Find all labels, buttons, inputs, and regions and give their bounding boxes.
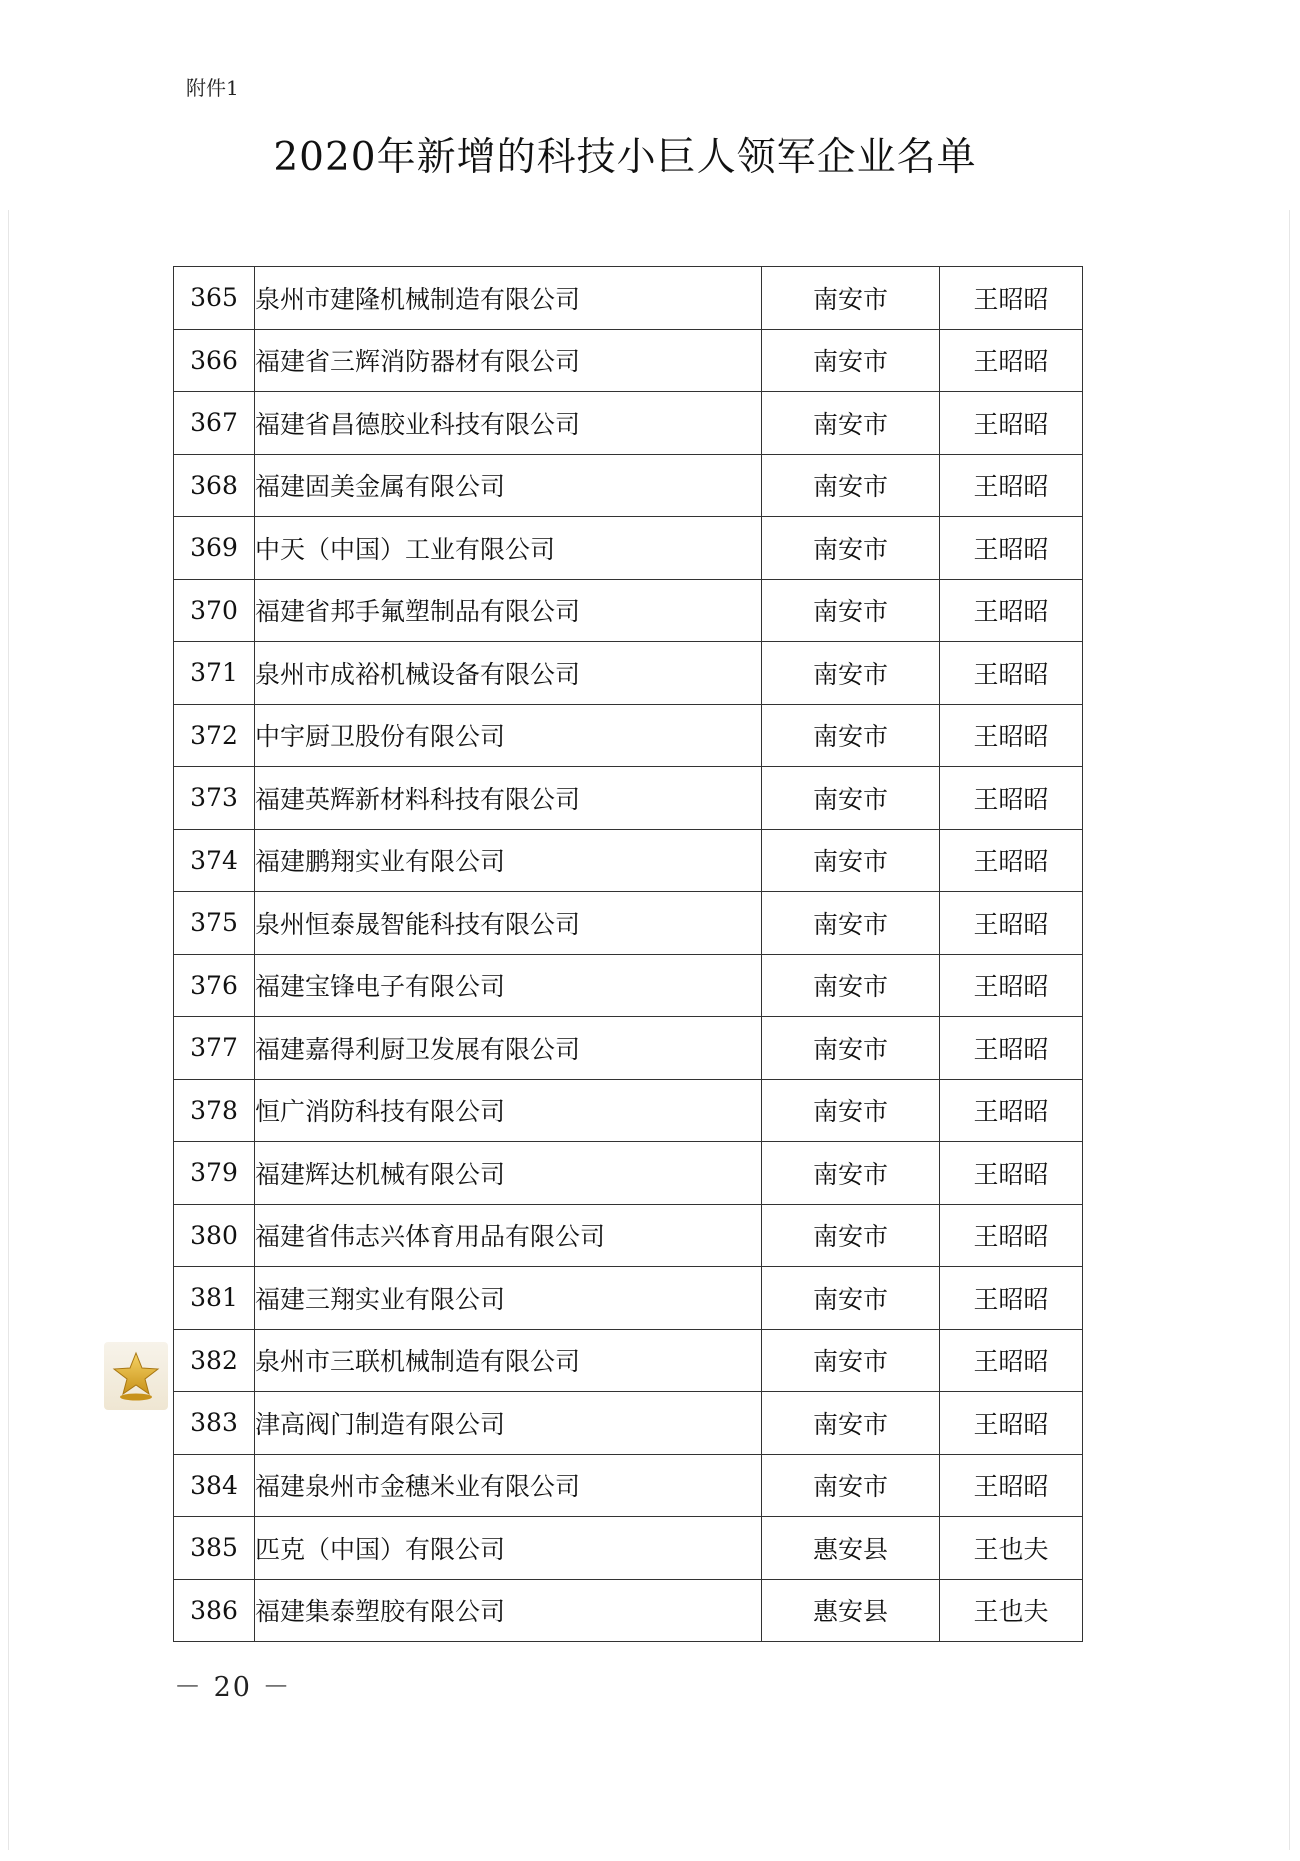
contact-person: 王昭昭: [940, 1392, 1083, 1455]
row-number: 371: [174, 642, 255, 705]
gold-star-icon: [104, 1342, 168, 1410]
row-number: 372: [174, 704, 255, 767]
table-row: [174, 892, 1083, 955]
contact-person: 王也夫: [940, 1579, 1083, 1642]
table-row: [174, 954, 1083, 1017]
region: 惠安县: [762, 1579, 940, 1642]
contact-person: 王昭昭: [940, 267, 1083, 330]
contact-person: 王昭昭: [940, 829, 1083, 892]
contact-person: 王昭昭: [940, 642, 1083, 705]
company-name: 福建英辉新材料科技有限公司: [255, 767, 762, 830]
region: 南安市: [762, 767, 940, 830]
company-name: 泉州市成裕机械设备有限公司: [255, 642, 762, 705]
table-row: [174, 704, 1083, 767]
row-number: 384: [174, 1454, 255, 1517]
table-row: [174, 392, 1083, 455]
row-number: 369: [174, 517, 255, 580]
row-number: 373: [174, 767, 255, 830]
row-number: 379: [174, 1142, 255, 1205]
region: 南安市: [762, 454, 940, 517]
table-row: [174, 1454, 1083, 1517]
region: 南安市: [762, 267, 940, 330]
table-row: [174, 517, 1083, 580]
table-row: [174, 642, 1083, 705]
region: 南安市: [762, 1454, 940, 1517]
region: 南安市: [762, 954, 940, 1017]
table-body: [174, 267, 1083, 1642]
contact-person: 王昭昭: [940, 954, 1083, 1017]
row-number: 378: [174, 1079, 255, 1142]
company-name: 福建宝锋电子有限公司: [255, 954, 762, 1017]
region: 南安市: [762, 892, 940, 955]
page-title: 2020年新增的科技小巨人领军企业名单: [273, 135, 977, 180]
table-row: [174, 579, 1083, 642]
table-row: [174, 1392, 1083, 1455]
company-name: 福建辉达机械有限公司: [255, 1142, 762, 1205]
company-name: 恒广消防科技有限公司: [255, 1079, 762, 1142]
table-row: [174, 767, 1083, 830]
region: 南安市: [762, 1329, 940, 1392]
table-row: [174, 454, 1083, 517]
company-name: 泉州市建隆机械制造有限公司: [255, 267, 762, 330]
company-name: 福建泉州市金穗米业有限公司: [255, 1454, 762, 1517]
contact-person: 王昭昭: [940, 1267, 1083, 1330]
table-row: [174, 267, 1083, 330]
table-row: [174, 829, 1083, 892]
company-name: 中宇厨卫股份有限公司: [255, 704, 762, 767]
company-name: 福建省昌德胶业科技有限公司: [255, 392, 762, 455]
region: 南安市: [762, 1079, 940, 1142]
region: 南安市: [762, 1267, 940, 1330]
company-name: 福建嘉得利厨卫发展有限公司: [255, 1017, 762, 1080]
contact-person: 王昭昭: [940, 1017, 1083, 1080]
contact-person: 王昭昭: [940, 392, 1083, 455]
company-table: [173, 266, 1083, 1642]
region: 南安市: [762, 1017, 940, 1080]
row-number: 382: [174, 1329, 255, 1392]
table-row: [174, 1017, 1083, 1080]
row-number: 381: [174, 1267, 255, 1330]
row-number: 376: [174, 954, 255, 1017]
company-name: 中天（中国）工业有限公司: [255, 517, 762, 580]
company-name: 福建省三辉消防器材有限公司: [255, 329, 762, 392]
contact-person: 王昭昭: [940, 1079, 1083, 1142]
row-number: 365: [174, 267, 255, 330]
row-number: 368: [174, 454, 255, 517]
contact-person: 王昭昭: [940, 1204, 1083, 1267]
company-name: 福建集泰塑胶有限公司: [255, 1579, 762, 1642]
table-row: [174, 1517, 1083, 1580]
row-number: 374: [174, 829, 255, 892]
region: 南安市: [762, 704, 940, 767]
row-number: 377: [174, 1017, 255, 1080]
table-row: [174, 1329, 1083, 1392]
row-number: 370: [174, 579, 255, 642]
row-number: 366: [174, 329, 255, 392]
region: 南安市: [762, 329, 940, 392]
row-number: 386: [174, 1579, 255, 1642]
region: 南安市: [762, 1142, 940, 1205]
table-row: [174, 1204, 1083, 1267]
contact-person: 王昭昭: [940, 767, 1083, 830]
row-number: 380: [174, 1204, 255, 1267]
region: 惠安县: [762, 1517, 940, 1580]
table-row: [174, 1267, 1083, 1330]
table-row: [174, 329, 1083, 392]
region: 南安市: [762, 1392, 940, 1455]
region: 南安市: [762, 829, 940, 892]
row-number: 375: [174, 892, 255, 955]
company-name: 福建省伟志兴体育用品有限公司: [255, 1204, 762, 1267]
contact-person: 王也夫: [940, 1517, 1083, 1580]
region: 南安市: [762, 642, 940, 705]
contact-person: 王昭昭: [940, 1329, 1083, 1392]
contact-person: 王昭昭: [940, 892, 1083, 955]
company-name: 匹克（中国）有限公司: [255, 1517, 762, 1580]
company-name: 福建省邦手氟塑制品有限公司: [255, 579, 762, 642]
contact-person: 王昭昭: [940, 329, 1083, 392]
row-number: 367: [174, 392, 255, 455]
contact-person: 王昭昭: [940, 1454, 1083, 1517]
company-name: 津高阀门制造有限公司: [255, 1392, 762, 1455]
region: 南安市: [762, 392, 940, 455]
page-number: － 20 －: [174, 1672, 292, 1703]
row-number: 383: [174, 1392, 255, 1455]
company-name: 泉州市三联机械制造有限公司: [255, 1329, 762, 1392]
company-name: 泉州恒泰晟智能科技有限公司: [255, 892, 762, 955]
table-row: [174, 1142, 1083, 1205]
contact-person: 王昭昭: [940, 517, 1083, 580]
region: 南安市: [762, 517, 940, 580]
table-row: [174, 1579, 1083, 1642]
company-name: 福建固美金属有限公司: [255, 454, 762, 517]
region: 南安市: [762, 579, 940, 642]
contact-person: 王昭昭: [940, 704, 1083, 767]
region: 南安市: [762, 1204, 940, 1267]
contact-person: 王昭昭: [940, 579, 1083, 642]
company-name: 福建三翔实业有限公司: [255, 1267, 762, 1330]
contact-person: 王昭昭: [940, 1142, 1083, 1205]
company-name: 福建鹏翔实业有限公司: [255, 829, 762, 892]
contact-person: 王昭昭: [940, 454, 1083, 517]
row-number: 385: [174, 1517, 255, 1580]
attachment-label: 附件1: [186, 76, 239, 100]
table-row: [174, 1079, 1083, 1142]
